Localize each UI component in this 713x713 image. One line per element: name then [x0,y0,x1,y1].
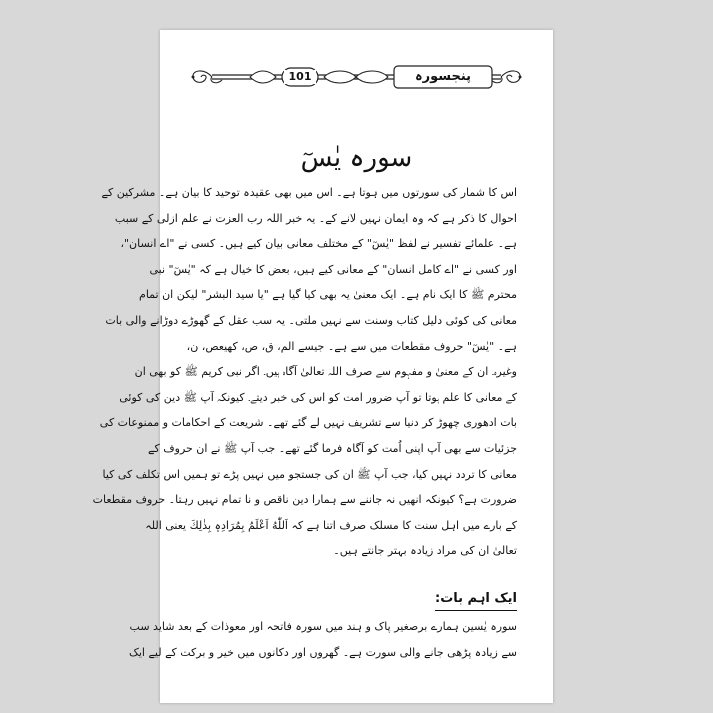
section-heading: ایک اہم بات: [435,588,517,611]
text-line: سے زیادہ پڑھی جانے والی سورت ہے۔ گھروں اور دکانوں میں خیر و برکت کے لیے ایک [129,645,517,659]
text-line: بات ادھوری چھوڑ کر دنیا سے تشریف نہیں لے گئے تھے۔ شریعت کے احکامات و ممنوعات کی [99,416,517,430]
surah-title: سورہ یٰسٓ [300,143,413,173]
text-line: سورہ یٰسین ہمارے برصغیر پاک و ہند میں سورہ فاتحہ اور معوذات کے بعد شاید سب [129,620,517,633]
text-line: احوال کا ذکر ہے کہ وہ ایمان نہیں لانے کے۔ یہ خبر اللہ رب العزت نے علم ازلی کے سبب [114,211,517,225]
text-line: ضرورت ہے؟ کیونکہ انھیں نہ جاننے سے ہمارا دین ناقص و نا تمام نہیں رہتا۔ حروف مقطعات [92,493,517,507]
text-line: محترم ﷺ کا ایک نام ہے۔ ایک معنیٰ یہ بھی کیا گیا ہے "یا سید البشر" لیکن ان تمام [139,288,517,302]
text-line: کے معانی کا علم ہوتا تو آپ ضرور امت کو اس کی خبر دیتے۔ کیونکہ آپ ﷺ دین کی کوئی [119,390,517,404]
book-page [92,30,553,703]
text-line: اس کا شمار کی سورتوں میں ہوتا ہے۔ اس میں بھی عقیدہ توحید کا بیان ہے۔ مشرکین کے [101,186,517,199]
text-line: تعالیٰ ان کی مراد زیادہ بہتر جانتے ہیں۔ [333,544,517,558]
text-line: اور کسی نے "اے کامل انسان" کے معانی کیے ہیں، بعض کا خیال ہے کہ "یٰسٓ" نبی [149,262,517,276]
text-line: معانی کا تردد نہیں کیا، جب آپ ﷺ ان کی جستجو میں نہیں پڑے تو ہمیں اس تکلف کی کیا [102,467,517,481]
running-title: پنجسورہ [398,67,488,87]
text-line: معانی کی کوئی دلیل کتاب وسنت سے نہیں ملتی۔ یہ سب عقل کے گھوڑے دوڑانے والی بات [105,313,517,327]
main-paragraph [92,180,517,564]
text-line: ہے۔ علمائے تفسیر نے لفظ "یٰسٓ" کے مختلف معانی بیان کیے ہیں۔ کسی نے "اے انسان"، [120,237,517,251]
second-paragraph [129,614,517,665]
text-line: کے بارے میں اہل سنت کا مسلک صرف اتنا ہے کہ اَللّٰهُ اَعْلَمُ بِمُرَادِهٖ بِذٰلِكَ یعنی اللہ [145,518,517,532]
page-header [188,66,525,88]
text-line: وغیرہ۔ ان کے معنیٰ و مفہوم سے صرف اللہ تعالیٰ آگاہ ہیں۔ اگر نبی کریم ﷺ کو بھی ان [134,365,517,379]
text-line: جزئیات سے بھی آپ اپنی اُمت کو آگاہ فرما گئے تھے۔ جب آپ ﷺ نے ان حروف کے [148,441,517,455]
text-line: ہے۔ "یٰسٓ" حروف مقطعات میں سے ہے۔ جیسے الم، ق، ص، کھیعص، ن، [186,339,517,353]
page-number: 101 [284,70,316,84]
